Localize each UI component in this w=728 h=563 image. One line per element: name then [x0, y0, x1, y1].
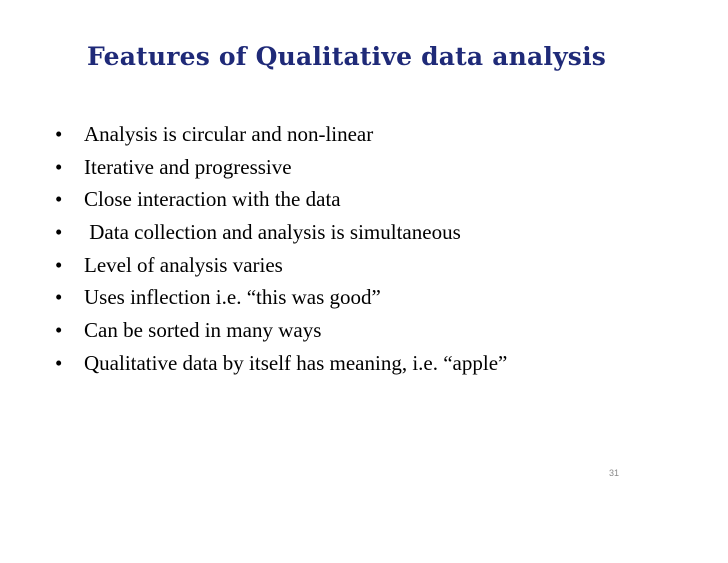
bullet-icon: • — [55, 285, 63, 310]
page-number: 31 — [609, 468, 620, 478]
bullet-text: Can be sorted in many ways — [84, 318, 322, 343]
bullet-text: Level of analysis varies — [84, 252, 283, 277]
bullet-text: Close interaction with the data — [84, 187, 341, 212]
bullet-icon: • — [55, 154, 63, 179]
bullet-text: Qualitative data by itself has meaning, i.e. “apple” — [84, 350, 508, 375]
bullet-icon: • — [55, 252, 63, 277]
bullet-text: Iterative and progressive — [84, 154, 292, 179]
slide-title: Features of Qualitative data analysis — [87, 42, 607, 71]
bullet-text: Uses inflection i.e. “this was good” — [84, 285, 381, 310]
bullet-icon: • — [55, 350, 63, 375]
bullet-icon: • — [55, 220, 63, 245]
bullet-text: Data collection and analysis is simultaneous — [84, 220, 461, 245]
bullet-text: Analysis is circular and non-linear — [84, 122, 374, 146]
bullet-icon: • — [55, 318, 63, 343]
bullet-icon: • — [55, 122, 63, 146]
bullet-icon: • — [55, 187, 63, 212]
